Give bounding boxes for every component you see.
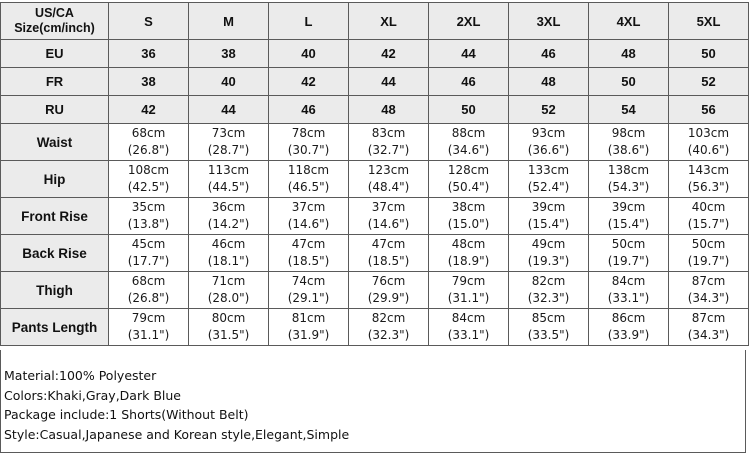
value-cm: 47cm <box>291 237 326 251</box>
value-cm: 81cm <box>291 311 326 325</box>
value-inch: (31.1") <box>447 291 490 305</box>
size-header: 2XL <box>429 3 509 40</box>
value-cm: 38cm <box>451 200 486 214</box>
value-cm: 47cm <box>371 237 406 251</box>
value-inch: (26.8") <box>127 291 170 305</box>
measurement-cell <box>349 198 429 235</box>
value-cm: 40cm <box>691 200 726 214</box>
conversion-cell: 40 <box>269 40 349 68</box>
conversion-cell: 52 <box>509 96 589 124</box>
conversion-cell: 48 <box>509 68 589 96</box>
size-header: L <box>269 3 349 40</box>
value-cm: 93cm <box>531 126 566 140</box>
product-notes <box>0 350 746 453</box>
value-inch: (56.3") <box>687 180 730 194</box>
value-cm: 39cm <box>531 200 566 214</box>
value-cm: 50cm <box>611 237 646 251</box>
measurement-cell <box>669 198 749 235</box>
value-cm: 84cm <box>611 274 646 288</box>
row-label: Hip <box>1 161 109 198</box>
conversion-cell: 46 <box>269 96 349 124</box>
value-inch: (32.7") <box>367 143 410 157</box>
measurement-cell <box>189 161 269 198</box>
measurement-cell <box>189 235 269 272</box>
conversion-cell: 48 <box>589 40 669 68</box>
row-label: Waist <box>1 124 109 161</box>
size-header: XL <box>349 3 429 40</box>
value-inch: (29.9") <box>367 291 410 305</box>
measurement-cell <box>269 272 349 309</box>
size-header: 3XL <box>509 3 589 40</box>
row-label: Thigh <box>1 272 109 309</box>
value-cm: 35cm <box>131 200 166 214</box>
value-inch: (18.1") <box>207 254 250 268</box>
value-inch: (34.6") <box>447 143 490 157</box>
value-inch: (46.5") <box>287 180 330 194</box>
value-cm: 36cm <box>211 200 246 214</box>
value-cm: 68cm <box>131 126 166 140</box>
value-inch: (54.3") <box>607 180 650 194</box>
value-cm: 79cm <box>451 274 486 288</box>
conversion-row-ru <box>1 96 749 124</box>
value-inch: (34.3") <box>687 291 730 305</box>
size-header: 5XL <box>669 3 749 40</box>
measurement-cell <box>509 309 589 346</box>
value-inch: (15.0") <box>447 217 490 231</box>
value-inch: (18.9") <box>447 254 490 268</box>
value-inch: (15.7") <box>687 217 730 231</box>
measurement-row-back-rise <box>1 235 749 272</box>
row-label: Front Rise <box>1 198 109 235</box>
measurement-cell <box>509 235 589 272</box>
value-inch: (48.4") <box>367 180 410 194</box>
conversion-cell: 54 <box>589 96 669 124</box>
value-inch: (29.1") <box>287 291 330 305</box>
value-cm: 73cm <box>211 126 246 140</box>
value-cm: 84cm <box>451 311 486 325</box>
value-inch: (32.3") <box>367 328 410 342</box>
value-cm: 76cm <box>371 274 406 288</box>
value-cm: 86cm <box>611 311 646 325</box>
size-header-row <box>1 3 749 40</box>
value-cm: 45cm <box>131 237 166 251</box>
value-inch: (31.1") <box>127 328 170 342</box>
conversion-cell: 44 <box>349 68 429 96</box>
value-inch: (33.1") <box>447 328 490 342</box>
measurement-cell <box>589 161 669 198</box>
value-inch: (33.1") <box>607 291 650 305</box>
value-cm: 37cm <box>371 200 406 214</box>
value-cm: 80cm <box>211 311 246 325</box>
value-inch: (19.3") <box>527 254 570 268</box>
conversion-cell: 56 <box>669 96 749 124</box>
measurement-cell <box>109 198 189 235</box>
value-cm: 138cm <box>607 163 650 177</box>
conversion-cell: 46 <box>429 68 509 96</box>
value-inch: (19.7") <box>607 254 650 268</box>
measurement-cell <box>429 161 509 198</box>
measurement-cell <box>429 272 509 309</box>
measurement-cell <box>669 235 749 272</box>
value-cm: 85cm <box>531 311 566 325</box>
size-header: 4XL <box>589 3 669 40</box>
value-inch: (31.9") <box>287 328 330 342</box>
measurement-cell <box>349 124 429 161</box>
value-inch: (14.6") <box>367 217 410 231</box>
value-cm: 46cm <box>211 237 246 251</box>
conversion-row-fr <box>1 68 749 96</box>
value-inch: (30.7") <box>287 143 330 157</box>
conversion-cell: 50 <box>429 96 509 124</box>
value-inch: (14.6") <box>287 217 330 231</box>
note-style: Style:Casual,Japanese and Korean style,Elegant,Simple <box>4 426 350 442</box>
conversion-cell: 44 <box>429 40 509 68</box>
measurement-cell <box>669 272 749 309</box>
value-cm: 118cm <box>287 163 330 177</box>
measurement-cell <box>269 161 349 198</box>
row-label: RU <box>1 96 109 124</box>
measurement-cell <box>189 124 269 161</box>
conversion-cell: 36 <box>109 40 189 68</box>
row-label: FR <box>1 68 109 96</box>
value-inch: (31.5") <box>207 328 250 342</box>
corner-label-line1: US/CA <box>35 6 74 20</box>
value-inch: (18.5") <box>367 254 410 268</box>
value-inch: (33.5") <box>527 328 570 342</box>
note-colors: Colors:Khaki,Gray,Dark Blue <box>4 387 181 403</box>
measurement-cell <box>349 272 429 309</box>
value-inch: (18.5") <box>287 254 330 268</box>
measurement-cell <box>509 272 589 309</box>
value-inch: (34.3") <box>687 328 730 342</box>
size-header: M <box>189 3 269 40</box>
measurement-cell <box>509 161 589 198</box>
measurement-cell <box>109 309 189 346</box>
conversion-cell: 42 <box>349 40 429 68</box>
conversion-row-eu <box>1 40 749 68</box>
measurement-cell <box>109 272 189 309</box>
note-package: Package include:1 Shorts(Without Belt) <box>4 407 249 422</box>
row-label: Back Rise <box>1 235 109 272</box>
value-inch: (28.7") <box>207 143 250 157</box>
value-inch: (36.6") <box>527 143 570 157</box>
measurement-cell <box>669 161 749 198</box>
measurement-cell <box>189 272 269 309</box>
value-inch: (19.7") <box>687 254 730 268</box>
note-material: Material:100% Polyester <box>4 368 157 383</box>
value-cm: 128cm <box>447 163 490 177</box>
measurement-cell <box>589 198 669 235</box>
conversion-cell: 50 <box>669 40 749 68</box>
measurement-cell <box>429 198 509 235</box>
conversion-cell: 44 <box>189 96 269 124</box>
measurement-cell <box>109 161 189 198</box>
value-inch: (50.4") <box>447 180 490 194</box>
measurement-row-waist <box>1 124 749 161</box>
measurement-cell <box>189 198 269 235</box>
measurement-row-hip <box>1 161 749 198</box>
value-inch: (44.5") <box>207 180 250 194</box>
value-cm: 49cm <box>531 237 566 251</box>
measurement-cell <box>509 124 589 161</box>
value-inch: (17.7") <box>127 254 170 268</box>
value-cm: 108cm <box>127 163 170 177</box>
value-cm: 37cm <box>291 200 326 214</box>
value-cm: 88cm <box>451 126 486 140</box>
size-table <box>0 2 749 346</box>
measurement-row-thigh <box>1 272 749 309</box>
conversion-cell: 40 <box>189 68 269 96</box>
measurement-cell <box>669 309 749 346</box>
conversion-cell: 52 <box>669 68 749 96</box>
conversion-cell: 42 <box>109 96 189 124</box>
value-cm: 82cm <box>371 311 406 325</box>
value-cm: 39cm <box>611 200 646 214</box>
measurement-cell <box>589 309 669 346</box>
value-inch: (26.8") <box>127 143 170 157</box>
value-inch: (28.0") <box>207 291 250 305</box>
value-cm: 123cm <box>367 163 410 177</box>
value-inch: (38.6") <box>607 143 650 157</box>
row-label: Pants Length <box>1 309 109 346</box>
measurement-cell <box>109 235 189 272</box>
value-inch: (33.9") <box>607 328 650 342</box>
corner-label <box>1 3 109 40</box>
value-cm: 78cm <box>291 126 326 140</box>
measurement-cell <box>429 124 509 161</box>
value-cm: 68cm <box>131 274 166 288</box>
measurement-cell <box>269 235 349 272</box>
value-cm: 98cm <box>611 126 646 140</box>
value-cm: 113cm <box>207 163 250 177</box>
measurement-cell <box>189 309 269 346</box>
value-inch: (15.4") <box>607 217 650 231</box>
measurement-row-pants-length <box>1 309 749 346</box>
value-inch: (32.3") <box>527 291 570 305</box>
value-cm: 79cm <box>131 311 166 325</box>
value-cm: 50cm <box>691 237 726 251</box>
corner-label-line2: Size(cm/inch) <box>14 21 95 35</box>
row-label: EU <box>1 40 109 68</box>
value-cm: 87cm <box>691 311 726 325</box>
value-inch: (14.2") <box>207 217 250 231</box>
measurement-cell <box>269 309 349 346</box>
measurement-cell <box>429 309 509 346</box>
value-cm: 71cm <box>211 274 246 288</box>
measurement-cell <box>429 235 509 272</box>
size-chart <box>0 2 748 442</box>
measurement-cell <box>589 124 669 161</box>
value-inch: (15.4") <box>527 217 570 231</box>
measurement-cell <box>269 124 349 161</box>
conversion-cell: 46 <box>509 40 589 68</box>
value-cm: 87cm <box>691 274 726 288</box>
value-cm: 74cm <box>291 274 326 288</box>
value-cm: 103cm <box>687 126 730 140</box>
size-header: S <box>109 3 189 40</box>
conversion-cell: 50 <box>589 68 669 96</box>
measurement-cell <box>669 124 749 161</box>
conversion-cell: 38 <box>189 40 269 68</box>
measurement-cell <box>509 198 589 235</box>
value-inch: (42.5") <box>127 180 170 194</box>
value-inch: (52.4") <box>527 180 570 194</box>
value-cm: 133cm <box>527 163 570 177</box>
conversion-cell: 48 <box>349 96 429 124</box>
value-cm: 48cm <box>451 237 486 251</box>
value-cm: 143cm <box>687 163 730 177</box>
conversion-cell: 42 <box>269 68 349 96</box>
value-inch: (13.8") <box>127 217 170 231</box>
measurement-cell <box>349 235 429 272</box>
value-cm: 82cm <box>531 274 566 288</box>
measurement-cell <box>349 309 429 346</box>
conversion-cell: 38 <box>109 68 189 96</box>
measurement-cell <box>589 235 669 272</box>
value-inch: (40.6") <box>687 143 730 157</box>
measurement-cell <box>109 124 189 161</box>
measurement-cell <box>269 198 349 235</box>
value-cm: 83cm <box>371 126 406 140</box>
measurement-row-front-rise <box>1 198 749 235</box>
measurement-cell <box>589 272 669 309</box>
measurement-cell <box>349 161 429 198</box>
